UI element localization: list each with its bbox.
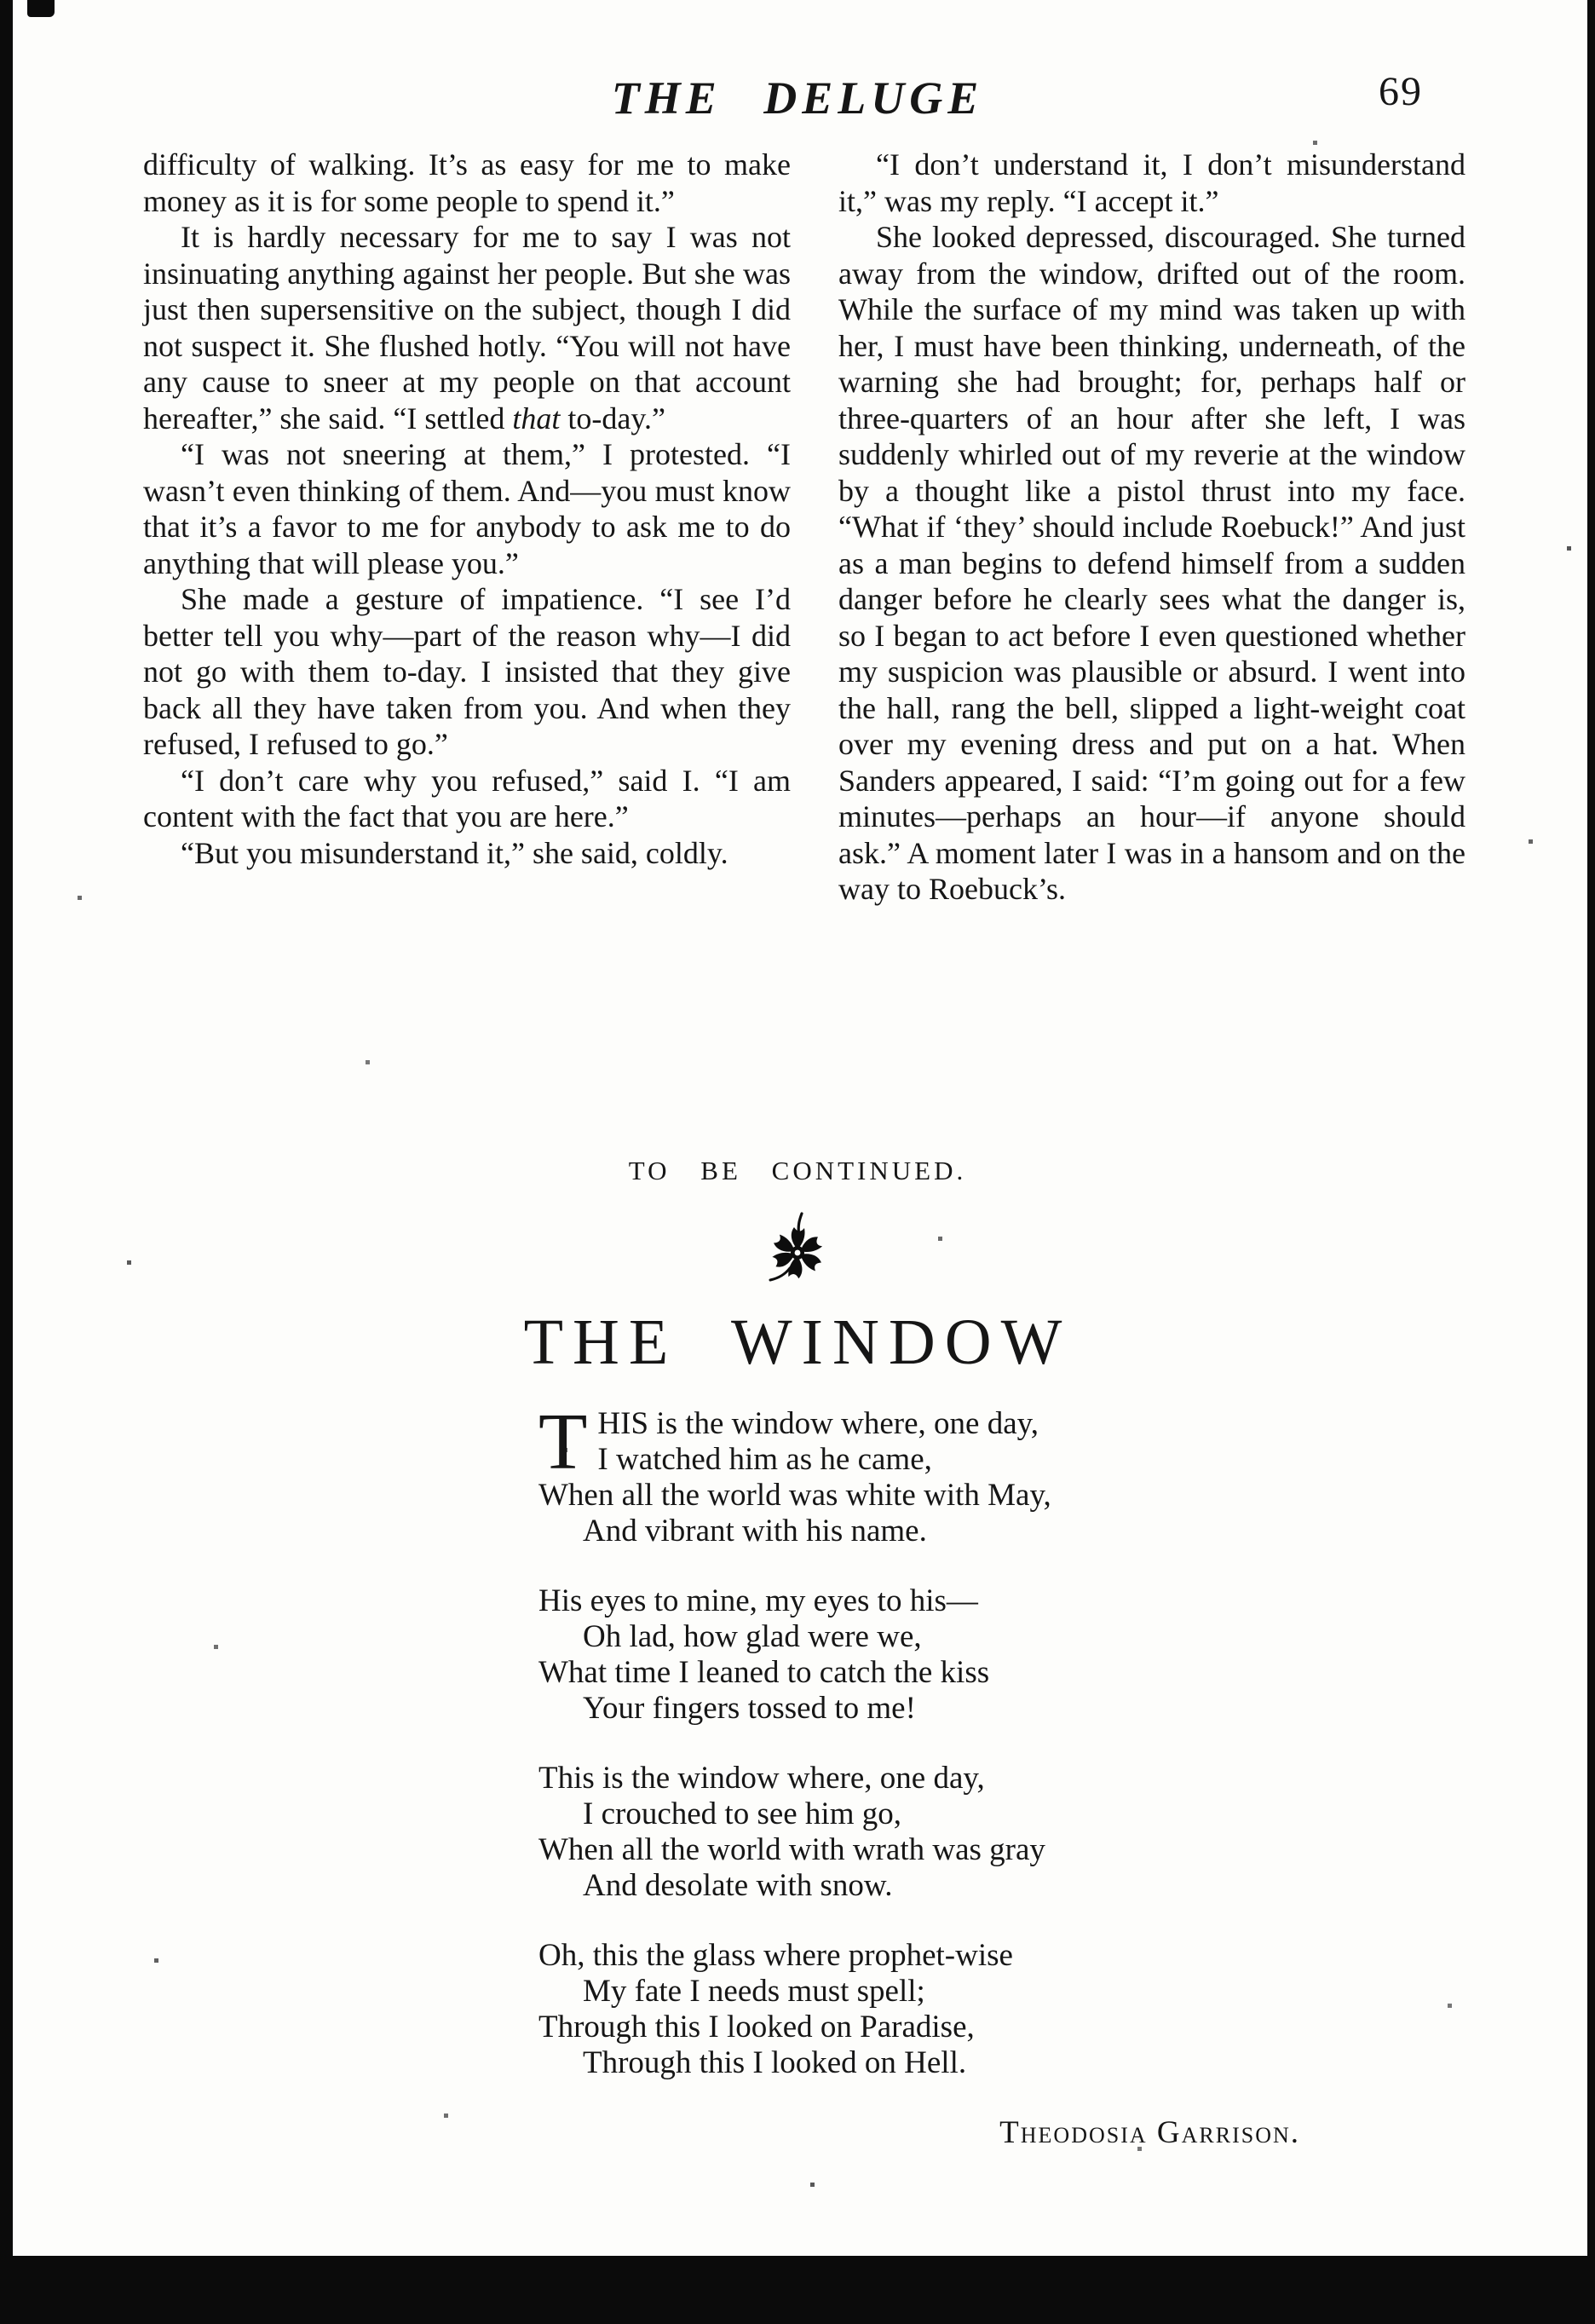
poem-line: When all the world with wrath was gray xyxy=(538,1832,1045,1867)
story-paragraph xyxy=(143,219,791,436)
fleuron-ornament-icon xyxy=(0,1212,1595,1289)
story-paragraph: difficulty of walking. It’s as easy for me to make money as it is for some people to spend it.” xyxy=(143,147,791,218)
left-column xyxy=(143,147,791,908)
right-column xyxy=(838,147,1465,908)
drop-cap: T xyxy=(538,1398,588,1486)
poem-line: Through this I looked on Paradise, xyxy=(538,2010,975,2044)
poem-line: Your fingers tossed to me! xyxy=(583,1691,916,1726)
poem-line: What time I leaned to catch the kiss xyxy=(538,1655,990,1690)
poem-line: My fate I needs must spell; xyxy=(583,1974,925,2009)
poem xyxy=(538,1398,1312,2151)
italic-word: that xyxy=(512,401,561,435)
story-paragraph: “I don’t understand it, I don’t misunderstand it,” was my reply. “I accept it.” xyxy=(838,147,1465,218)
scan-specks xyxy=(0,0,3,3)
story-paragraph: She looked depressed, discouraged. She turned away from the window, drifted out of the room. While the surface of my mind was taken up with her, I must have been thinking, underneath, of the warning she had brought; for, perhaps half or three-quarters of an hour after she left, I was suddenly whirled out of my reverie at the window by a thought like a pistol thrust into my face. “What if ‘they’ should include Roebuck!” And just as a man begins to defend himself from a sudden danger before he clearly sees what the danger is, so I began to act before I even questioned whether my suspicion was plausible or absurd. I went into the hall, rang the bell, slipped a light-weight coat over my evening dress and put on a hat. When Sanders appeared, I said: “I’m going out for a few minutes—perhaps an hour—if anyone should ask.” A moment later I was in a hansom and on the way to Roebuck’s. xyxy=(838,220,1465,906)
story-paragraph: “I was not sneering at them,” I protested. “I wasn’t even thinking of them. And—you must know that it’s a favor to me for anybody to ask me to do anything that will please you.” xyxy=(143,437,791,580)
story-paragraph: “But you misunderstand it,” she said, coldly. xyxy=(181,835,728,870)
poem-line: And desolate with snow. xyxy=(583,1868,893,1903)
paragraph-text: It is hardly necessary for me to say I was not insinuating anything against her people. But she was just then supersensitive on the subject, though I did not suspect it. She flushed hotly. “You will not have any cause to sneer at my people on that account hereafter,” she said. “I settled xyxy=(143,220,791,435)
poem-line: HIS is the window where, one day, xyxy=(597,1406,1039,1441)
page-number: 69 xyxy=(1379,69,1423,114)
poem-line: Through this I looked on Hell. xyxy=(583,2045,967,2080)
poem-line: And vibrant with his name. xyxy=(583,1514,927,1548)
poem-line: Oh lad, how glad were we, xyxy=(583,1619,922,1654)
story-paragraph: She made a gesture of impatience. “I see I’d better tell you why—part of the reason why—I did not go with them to-day. I insisted that they give back all they have taken from you. And when they refused, I refused to go.” xyxy=(143,582,791,761)
scan-corner-mark xyxy=(27,0,55,17)
poem-stanza xyxy=(538,1761,1312,1904)
poem-title: THE WINDOW xyxy=(523,1306,1072,1378)
paragraph-text: to-day.” xyxy=(560,401,665,435)
running-head: THE DELUGE xyxy=(611,72,984,124)
poem-stanza xyxy=(538,1583,1312,1727)
poem-line: His eyes to mine, my eyes to his— xyxy=(538,1583,978,1618)
poem-line: This is the window where, one day, xyxy=(538,1761,985,1796)
poem-stanza xyxy=(538,1398,1312,1549)
to-be-continued-notice: TO BE CONTINUED. xyxy=(628,1156,967,1185)
poem-line: When all the world was white with May, xyxy=(538,1478,1051,1513)
poem-line: I crouched to see him go, xyxy=(583,1796,901,1831)
poem-line: Oh, this the glass where prophet-wise xyxy=(538,1938,1013,1973)
story-paragraph: “I don’t care why you refused,” said I. “I am content with the fact that you are here.” xyxy=(143,763,791,833)
poem-line: I watched him as he came, xyxy=(597,1442,932,1477)
scan-edge-bottom xyxy=(0,2256,1595,2324)
poem-author: Theodosia Garrison. xyxy=(999,2115,1300,2150)
story-columns xyxy=(143,147,1465,908)
poem-stanza xyxy=(538,1938,1312,2081)
